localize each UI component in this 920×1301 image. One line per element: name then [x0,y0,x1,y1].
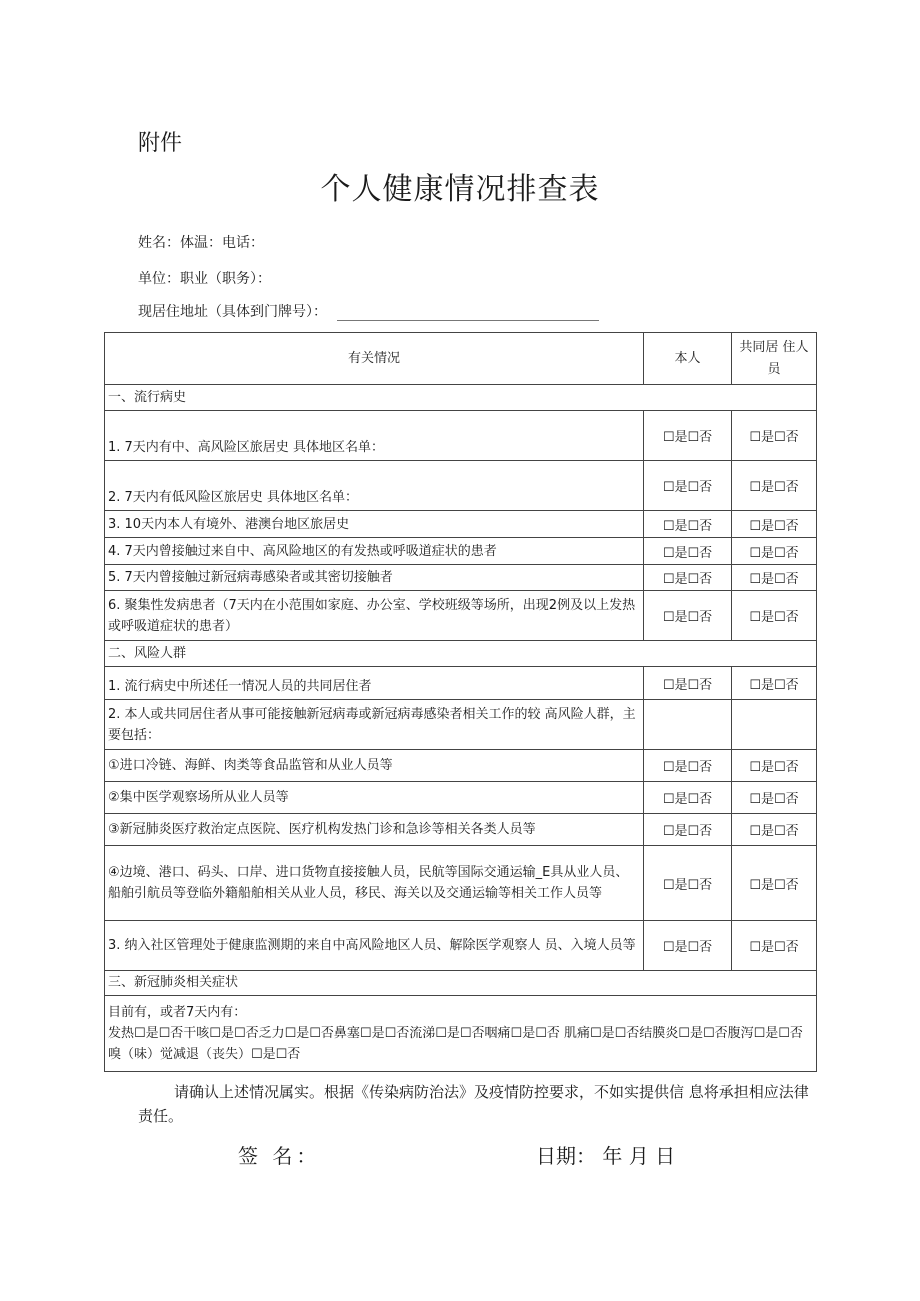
confirmation-text: 请确认上述情况属实。根据《传染病防治法》及疫情防控要求，不如实提供信 息将承担相应法律责任。 [138,1083,809,1125]
address-line [138,301,599,321]
table-row [105,750,817,782]
cohabitant-empty-cell [732,700,817,750]
row-label: ①进口冷链、海鲜、肉类等食品监管和从业人员等 [105,750,644,782]
symptoms-intro: 目前有，或者7天内有： [108,1005,247,1020]
address-label: 现居住地址（具体到门牌号）： [138,304,327,320]
cohabitant-yes-no-option[interactable]: ☐是☐否 [732,921,817,971]
self-yes-no-option[interactable]: ☐是☐否 [644,591,732,641]
header-cohabitants: 共同居 住人员 [732,333,817,385]
cohabitant-yes-no-option[interactable]: ☐是☐否 [732,565,817,591]
cohabitant-yes-no-option[interactable]: ☐是☐否 [732,814,817,846]
self-yes-no-option[interactable]: ☐是☐否 [644,511,732,538]
cohabitant-yes-no-option[interactable]: ☐是☐否 [732,667,817,700]
table-row [105,667,817,700]
row-label: 1. 流行病史中所述任一情况人员的共同居住者 [105,667,644,700]
self-yes-no-option[interactable]: ☐是☐否 [644,565,732,591]
self-yes-no-option[interactable]: ☐是☐否 [644,814,732,846]
self-yes-no-option[interactable]: ☐是☐否 [644,411,732,461]
table-row [105,565,817,591]
cohabitant-yes-no-option[interactable]: ☐是☐否 [732,511,817,538]
cohabitant-yes-no-option[interactable]: ☐是☐否 [732,750,817,782]
symptoms-checklist[interactable]: 发热☐是☐否干咳☐是☐否乏力☐是☐否鼻塞☐是☐否流涕☐是☐否咽痛☐是☐否 肌痛☐是☐否结膜炎☐是☐否腹泻☐是☐否嗅（味）觉减退（丧失）☐是☐否 [108,1026,803,1062]
row-label: 4. 7天内曾接触过来自中、高风险地区的有发热或呼吸道症状的患者 [105,538,644,565]
symptoms-cell [105,996,817,1072]
row-label: 6. 聚集性发病患者（7天内在小范围如家庭、办公室、学校班级等场所，出现2例及以上发热或呼吸道症状的患者） [105,591,644,641]
section-epidemic-history: 一、流行病史 [105,385,817,411]
self-yes-no-option[interactable]: ☐是☐否 [644,921,732,971]
cohabitant-yes-no-option[interactable]: ☐是☐否 [732,782,817,814]
row-label: 1. 7天内有中、高风险区旅居史 具体地区名单： [105,411,644,461]
row-label: 3. 纳入社区管理处于健康监测期的来自中高风险地区人员、解除医学观察人 员、入境人员等 [105,921,644,971]
cohabitant-yes-no-option[interactable]: ☐是☐否 [732,591,817,641]
cohabitant-yes-no-option[interactable]: ☐是☐否 [732,538,817,565]
table-row [105,538,817,565]
date-label: 日期： 年 月 日 [536,1144,676,1168]
self-yes-no-option[interactable]: ☐是☐否 [644,667,732,700]
cohabitant-yes-no-option[interactable]: ☐是☐否 [732,411,817,461]
table-row [105,921,817,971]
page-title: 个人健康情况排查表 [320,172,600,207]
cohabitant-yes-no-option[interactable]: ☐是☐否 [732,461,817,511]
header-situation: 有关情况 [105,333,644,385]
table-row [105,782,817,814]
table-row [105,411,817,461]
table-row [105,700,817,750]
symptoms-row [105,996,817,1072]
table-row [105,846,817,921]
self-yes-no-option[interactable]: ☐是☐否 [644,846,732,921]
row-label: 2. 本人或共同居住者从事可能接触新冠病毒或新冠病毒感染者相关工作的较 高风险人群，主要包括： [105,700,644,750]
self-yes-no-option[interactable]: ☐是☐否 [644,538,732,565]
attachment-label: 附件 [138,131,183,156]
health-check-table [104,332,817,1072]
self-empty-cell [644,700,732,750]
table-row [105,511,817,538]
name-temperature-phone-line: 姓名：体温：电话： [138,235,264,251]
self-yes-no-option[interactable]: ☐是☐否 [644,782,732,814]
table-row [105,461,817,511]
section-risk-groups: 二、风险人群 [105,641,817,667]
table-header-row [105,333,817,385]
table-row [105,591,817,641]
row-label: 3. 10天内本人有境外、港澳台地区旅居史 [105,511,644,538]
cohabitant-yes-no-option[interactable]: ☐是☐否 [732,846,817,921]
self-yes-no-option[interactable]: ☐是☐否 [644,461,732,511]
unit-occupation-line: 单位：职业（职务）： [138,271,271,287]
signature-label: 签 名： [238,1144,321,1168]
row-label: ④边境、港口、码头、口岸、进口货物直接接触人员，民航等国际交通运输_E具从业人员、船舶引航员等登临外籍船舶相关从业人员，移民、海关以及交通运输等相关工作人员等 [105,846,644,921]
row-label: ②集中医学观察场所从业人员等 [105,782,644,814]
table-row [105,814,817,846]
section-symptoms: 三、新冠肺炎相关症状 [105,971,817,996]
self-yes-no-option[interactable]: ☐是☐否 [644,750,732,782]
header-self: 本人 [644,333,732,385]
address-fill-line[interactable] [337,306,599,321]
row-label: 2. 7天内有低风险区旅居史 具体地区名单： [105,461,644,511]
row-label: ③新冠肺炎医疗救治定点医院、医疗机构发热门诊和急诊等相关各类人员等 [105,814,644,846]
row-label: 5. 7天内曾接触过新冠病毒感染者或其密切接触者 [105,565,644,591]
